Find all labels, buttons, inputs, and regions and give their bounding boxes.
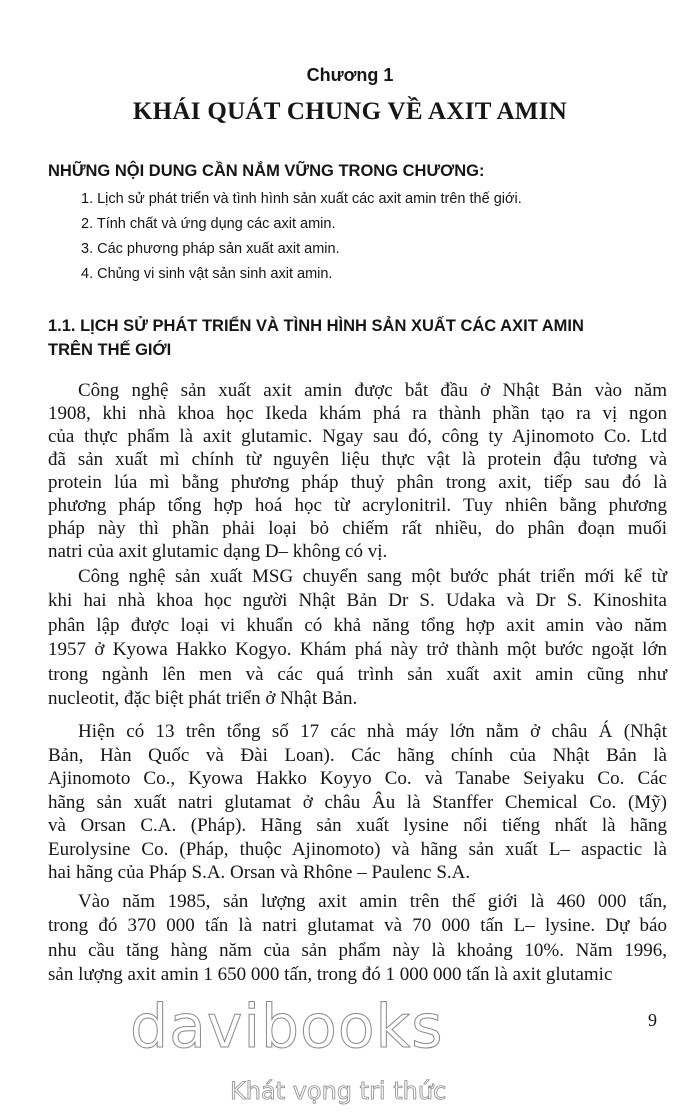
paragraph-line: đã sản xuất mì chính từ nguyên liệu thực vật là protein đậu tương và: [48, 449, 667, 470]
paragraph-line: phân lập được loại vi khuẩn có khả năng tổng hợp axit amin vào năm: [48, 615, 667, 636]
paragraph-line: Eurolysine Co. (Pháp, thuộc Ajinomoto) và hãng sản xuất L– aspactic là: [48, 839, 667, 860]
objective-item: 1. Lịch sử phát triển và tình hình sản xuất các axit amin trên thế giới.: [81, 191, 522, 207]
objective-item: 2. Tính chất và ứng dụng các axit amin.: [81, 216, 336, 232]
paragraph-line: 1957 ở Kyowa Hakko Kogyo. Khám phá này trở thành một bước ngoặt lớn: [48, 639, 667, 660]
paragraph-line: Ajinomoto Co., Kyowa Hakko Koyyo Co. và Tanabe Seiyaku Co. Các: [48, 768, 667, 789]
paragraph-line: của thực phẩm là axit glutamic. Ngay sau đó, công ty Ajinomoto Co. Ltd: [48, 426, 667, 447]
section-heading-line-2: TRÊN THẾ GIỚI: [48, 341, 172, 359]
paragraph-line: pháp này thì phần phải loại bỏ chiếm rất nhiều, do phân đoạn muối: [48, 518, 667, 539]
paragraph-line: Hiện có 13 trên tổng số 17 các nhà máy lớn nằm ở châu Á (Nhật: [78, 721, 667, 742]
paragraph-line: nhu cầu tăng hàng năm của sản phẩm này là khoảng 10%. Năm 1996,: [48, 940, 667, 961]
paragraph-line: Công nghệ sản xuất MSG chuyển sang một bước phát triển mới kể từ: [78, 566, 667, 587]
paragraph-line: sản lượng axit amin 1 650 000 tấn, trong đó 1 000 000 tấn là axit glutamic: [48, 964, 613, 985]
objective-item: 4. Chủng vi sinh vật sản sinh axit amin.: [81, 266, 333, 282]
objectives-heading: NHỮNG NỘI DUNG CẦN NẮM VỮNG TRONG CHƯƠNG:: [48, 162, 485, 180]
paragraph-line: Vào năm 1985, sản lượng axit amin trên thế giới là 460 000 tấn,: [78, 891, 667, 912]
paragraph-line: phương pháp tổng hợp hoá học từ acrylonitril. Tuy nhiên bằng phương: [48, 495, 667, 516]
section-heading-line-1: 1.1. LỊCH SỬ PHÁT TRIỂN VÀ TÌNH HÌNH SẢN XUẤT CÁC AXIT AMIN: [48, 317, 584, 335]
paragraph-line: trong ngành lên men và các quá trình sản xuất axit amin cũng như: [48, 664, 667, 685]
watermark-brand: davibooks: [130, 992, 444, 1062]
paragraph-line: 1908, khi nhà khoa học Ikeda khám phá ra thành phần tạo ra vị ngon: [48, 403, 667, 424]
paragraph-line: protein lúa mì bằng phương pháp thuỷ phân trong axit, tiếp sau đó là: [48, 472, 667, 493]
paragraph-line: trong đó 370 000 tấn là natri glutamat và 70 000 tấn L– lysine. Dự báo: [48, 915, 667, 936]
page-number: 9: [648, 1010, 657, 1030]
paragraph-line: nucleotit, đặc biệt phát triển ở Nhật Bản.: [48, 688, 358, 709]
watermark-tagline: Khát vọng tri thức: [230, 1077, 447, 1105]
objective-item: 3. Các phương pháp sản xuất axit amin.: [81, 241, 340, 257]
chapter-label: Chương 1: [306, 65, 394, 85]
paragraph-line: và Orsan C.A. (Pháp). Hãng sản xuất lysine nổi tiếng nhất là hãng: [48, 815, 667, 836]
paragraph-line: Bản, Hàn Quốc và Đài Loan). Các hãng chính của Nhật Bản là: [48, 745, 667, 766]
paragraph-line: khi hai nhà khoa học người Nhật Bản Dr S. Udaka và Dr S. Kinoshita: [48, 590, 667, 611]
paragraph-line: hãng sản xuất natri glutamat ở châu Âu là Stanffer Chemical Co. (Mỹ): [48, 792, 667, 813]
paragraph-line: hai hãng của Pháp S.A. Orsan và Rhône – Paulenc S.A.: [48, 862, 471, 883]
paragraph-line: natri của axit glutamic dạng D– không có vị.: [48, 541, 388, 562]
paragraph-line: Công nghệ sản xuất axit amin được bắt đầu ở Nhật Bản vào năm: [78, 380, 667, 401]
chapter-title: KHÁI QUÁT CHUNG VỀ AXIT AMIN: [132, 98, 568, 125]
